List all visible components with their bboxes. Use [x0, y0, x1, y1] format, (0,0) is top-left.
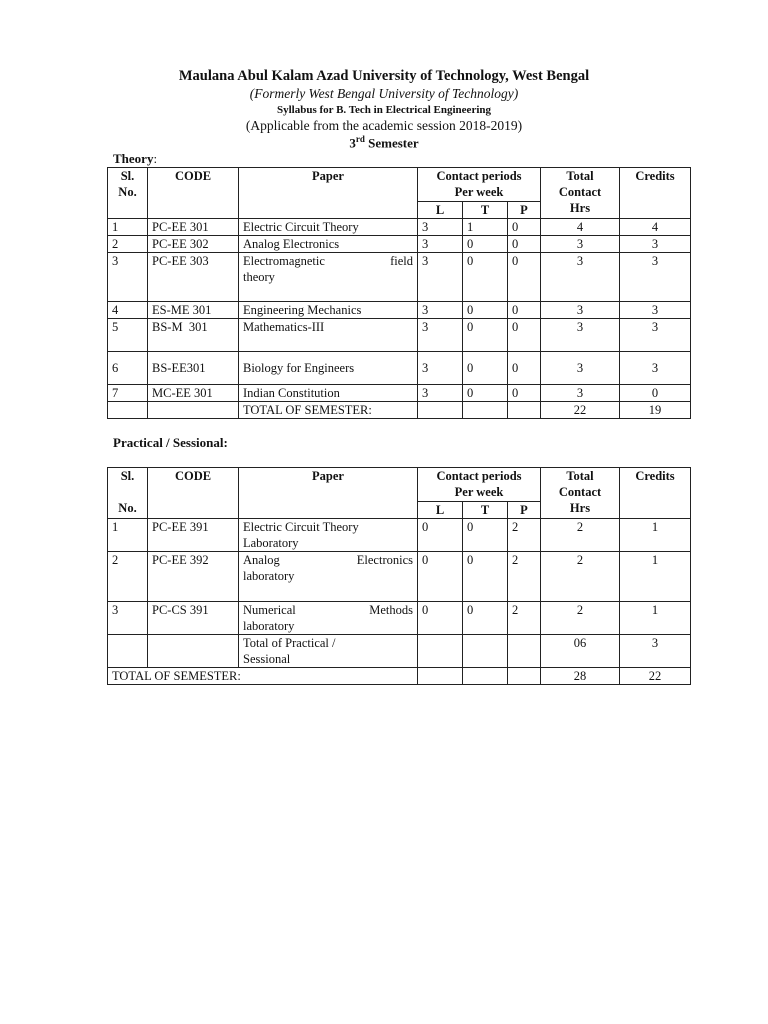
header-code: CODE	[148, 168, 239, 219]
semester-suffix: rd	[355, 134, 365, 144]
header-l: L	[418, 502, 463, 519]
header-t: T	[463, 202, 508, 219]
table-row: 6 BS-EE301 Biology for Engineers 3 0 0 3 3	[108, 352, 691, 385]
grand-total-row: TOTAL OF SEMESTER: 28 22	[108, 668, 691, 685]
university-title: Maulana Abul Kalam Azad University of Technology, West Bengal	[178, 68, 590, 84]
header-p: P	[508, 502, 541, 519]
table-row: 4 ES-ME 301 Engineering Mechanics 3 0 0 3 3	[108, 302, 691, 319]
practical-label: Practical / Sessional:	[113, 435, 228, 450]
header-t: T	[463, 502, 508, 519]
header-total-contact: Total Contact Hrs	[541, 468, 620, 519]
semester-number: 3	[349, 135, 356, 151]
applicable-session: (Applicable from the academic session 2018-2019)	[245, 118, 523, 133]
header-sl: Sl. No.	[108, 468, 148, 519]
header-sl: Sl. No.	[108, 168, 148, 219]
table-row: 3 PC-CS 391 Numerical Methods laboratory 0 0 2 2 1	[108, 602, 691, 635]
semester-word: Semester	[368, 135, 419, 151]
theory-table	[107, 167, 691, 419]
semester-heading	[0, 134, 768, 151]
header-contact-periods: Contact periods Per week	[418, 468, 541, 502]
table-row: 7 MC-EE 301 Indian Constitution 3 0 0 3 0	[108, 385, 691, 402]
table-row: 1 PC-EE 301 Electric Circuit Theory 3 1 0 4 4	[108, 219, 691, 236]
practical-subtotal-row: Total of Practical / Sessional 06 3	[108, 635, 691, 668]
formerly-subtitle: (Formerly West Bengal University of Technology)	[249, 86, 519, 101]
table-row: 2 PC-EE 392 Analog Electronics laboratory 0 0 2 2 1	[108, 552, 691, 602]
practical-table	[107, 467, 691, 685]
header-total-contact: Total Contact Hrs	[541, 168, 620, 219]
theory-total-row: TOTAL OF SEMESTER: 22 19	[108, 402, 691, 419]
header-credits: Credits	[620, 168, 691, 219]
syllabus-title: Syllabus for B. Tech in Electrical Engineering	[276, 104, 491, 116]
header-paper: Paper	[239, 468, 418, 519]
header-p: P	[508, 202, 541, 219]
header-l: L	[418, 202, 463, 219]
table-row: 2 PC-EE 302 Analog Electronics 3 0 0 3 3	[108, 236, 691, 253]
table-row: 3 PC-EE 303 Electromagnetic field theory 3 0 0 3 3	[108, 253, 691, 302]
header-paper: Paper	[239, 168, 418, 219]
theory-label: Theory:	[113, 151, 158, 166]
header-credits: Credits	[620, 468, 691, 519]
table-row: 1 PC-EE 391 Electric Circuit Theory Laboratory 0 0 2 2 1	[108, 519, 691, 552]
table-row: 5 BS-M 301 Mathematics-III 3 0 0 3 3	[108, 319, 691, 352]
header-code: CODE	[148, 468, 239, 519]
header-contact-periods: Contact periods Per week	[418, 168, 541, 202]
